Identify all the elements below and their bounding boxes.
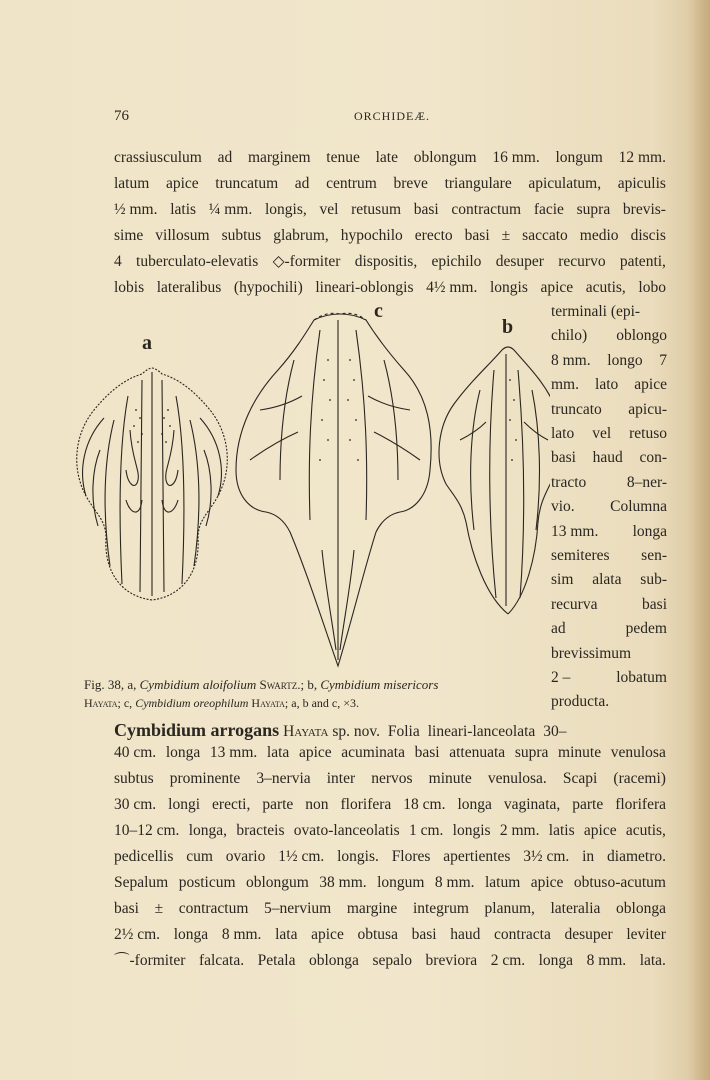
word: basi [464,227,490,244]
word: lata [266,744,290,761]
word: non [305,796,329,813]
side-lines-line [551,520,667,544]
caption-fig-label: Fig. 38, [84,677,125,692]
word: 8 mm. [221,926,262,943]
word: sim [551,571,574,589]
word: cum [186,848,213,865]
word: 40 cm. [114,744,157,761]
word: apice [311,926,344,943]
word: basi [414,744,440,761]
word: longa [173,926,209,943]
word: oblongo [616,327,667,345]
word: longis [452,822,491,839]
word: integrum [412,900,469,917]
side-lines-line [551,349,667,373]
word: parte [262,796,294,813]
word: Scapi [562,770,598,787]
word: obtuso-acutum [573,874,666,891]
word: medio [579,227,619,244]
word: 2 mm. [499,822,540,839]
word: discis [630,227,666,244]
side-lines-line [551,300,667,324]
drawing-c [236,313,431,666]
word: retuso [629,425,667,442]
word: Folia [387,723,420,740]
word: apiculis [617,175,666,192]
side-lines-line [551,617,667,641]
caption-b-marker: b, [307,677,318,692]
word: 8 mm. [551,351,591,369]
figure-caption-line-1 [84,676,544,694]
word: minute [428,770,472,787]
word: margine [346,900,398,917]
side-lines-line [551,373,667,397]
word: 8 mm. [434,874,475,891]
word: ad [551,620,566,638]
word: centrum [326,175,377,192]
page-number: 76 [114,108,129,124]
word: supra [576,201,611,218]
word: apice [540,279,574,296]
word: (racemi) [613,770,666,787]
species-first-line-words [388,723,575,740]
orchid-lip-drawings [70,300,550,672]
word: saccato [522,227,568,244]
word: leviter [626,926,666,943]
word: apice [165,175,199,192]
word: (hypochili) [233,279,303,296]
figure-label-b: b [502,316,514,338]
figure-38 [70,300,550,672]
word: haud [592,449,623,467]
word: late [375,149,398,166]
word: vel [319,201,339,218]
word: mm. [551,376,579,394]
word: lobis [114,279,145,296]
word: apice [298,744,332,761]
page-edge-shadow [688,0,710,1080]
word: 2 – [551,669,571,686]
side-lines-line [551,495,667,519]
word: glabrum, [273,227,329,244]
word: erecto [414,227,453,244]
word: sime [114,227,144,244]
word: latum [484,874,521,891]
word: 13 mm. [209,744,258,761]
side-lines-line [551,642,667,666]
word: 16 mm. [492,149,540,166]
bottom-lines-line [114,896,666,922]
word: epichilo [431,253,482,270]
word: hypochilo [340,227,403,244]
word: latis [548,822,575,839]
stipple-marks [133,359,517,461]
word: basi [411,926,437,943]
word: ovario [225,848,266,865]
word: attenuata [449,744,506,761]
word: longa [457,796,492,813]
species-status: sp. nov. [332,723,380,740]
word: tuberculato-elevatis [136,253,259,270]
word: basi [551,449,576,467]
word: bracteis [236,822,285,839]
word: pedem [625,620,667,638]
word: truncato [551,400,602,418]
word: oblonga [309,952,359,969]
word: parte [572,796,604,813]
word: 8 mm. [586,952,627,969]
word: nervos [371,770,413,787]
drawing-b [439,347,550,614]
word: ovato-lanceolatis [293,822,400,839]
word: vaginata, [503,796,561,813]
word: chilo) [551,327,588,345]
side-lines-line [551,422,667,446]
word: facie [533,201,564,218]
word: triangulare [444,175,512,192]
caption-a-species: Cymbidium aloifolium [139,677,257,692]
word: florifera [615,796,666,813]
top-lines-line [114,275,666,301]
bottom-lines-line [114,870,666,896]
word: ad [217,149,233,166]
caption-c-author: Hayata [251,696,285,710]
word: obtusa [357,926,398,943]
side-lines-line [551,324,667,348]
word: lobo [638,279,666,296]
word: 1 cm. [408,822,444,839]
word: terminali (epi- [551,303,641,320]
word: ½ mm. [114,201,158,218]
word: 30 cm. [114,796,157,813]
word: longis. [337,848,379,865]
word: oblonga [616,900,666,917]
word: longa [632,522,667,540]
bottom-lines-line [114,740,666,766]
word: 3–nervia [256,770,311,787]
word: marginem [247,149,311,166]
word: supra [514,744,549,761]
word: Flores [391,848,431,865]
figure-label-a: a [142,332,152,354]
word: tracto [551,473,587,491]
word: inter [326,770,356,787]
word: brevis- [622,201,666,218]
word: diametro. [607,848,666,865]
word: apiculatum, [528,175,602,192]
word: longis [489,279,528,296]
word: sub- [640,571,667,589]
side-lines-line [551,568,667,592]
word: lato [551,425,575,442]
top-lines-line [114,223,666,249]
word: contractum [451,201,522,218]
word: 2½ cm. [114,926,161,943]
word: minute [558,744,602,761]
drawing-a [77,368,228,600]
word: subtus [221,227,262,244]
word: oblongum [245,874,309,891]
word: brevissimum [551,644,632,662]
word: haud [450,926,481,943]
side-lines-line [551,593,667,617]
word: 18 cm. [403,796,446,813]
word: contracta [494,926,551,943]
bottom-lines-line [114,948,666,974]
word: latis [170,201,197,218]
word: 4 [114,253,122,270]
top-lines-line [114,249,666,275]
word: lineari-lanceolata [427,723,536,740]
word: 2 cm. [490,952,526,969]
word: planum, [484,900,535,917]
word: producta. [551,693,610,711]
top-lines-line [114,145,666,171]
word: ± [501,227,511,244]
top-lines-line [114,197,666,223]
word: longum [555,149,603,166]
word: villosum [155,227,210,244]
caption-c-marker: ; c, [117,696,133,710]
word: basi [114,900,139,917]
word: acuminata [341,744,405,761]
side-lines-line [551,446,667,470]
word: 13 mm. [551,522,599,540]
word: sepalo [372,952,413,969]
word: florifera [340,796,392,813]
species-name: Cymbidium arrogans [114,720,280,740]
word: ¼ mm. [208,201,253,218]
word: latum [114,175,150,192]
word: lata. [639,952,666,969]
section-title: ORCHIDEÆ. [353,109,430,123]
word: acutis, [585,279,626,296]
word: Sepalum [114,874,169,891]
word: venulosa [610,744,666,761]
word: venulosa. [487,770,547,787]
bottom-lines-line [114,818,666,844]
word: vel [592,425,612,442]
word: erecti, [212,796,251,813]
word: tenue [326,149,360,166]
word: 30– [543,723,567,740]
word: 8–ner- [626,473,667,491]
word: longo [607,351,643,369]
word: subtus [114,770,154,787]
word: oblongum [413,149,477,166]
word: lobatum [616,669,667,686]
word: apice [530,874,564,891]
bottom-lines-line [114,922,666,948]
word: pedicellis [114,848,174,865]
word: 12 mm. [618,149,666,166]
caption-a-author: Swartz.; [259,677,305,692]
caption-c-species: Cymbidium oreophilum [135,696,249,710]
word: longa, [188,822,228,839]
word: 4½ mm. [426,279,478,296]
word: breve [393,175,428,192]
word: lato [595,376,619,394]
word: patenti, [619,253,666,270]
word: longis, [264,201,307,218]
word: alata [592,571,622,589]
bottom-lines-line [114,792,666,818]
word: dispositis, [354,253,418,270]
word: 10–12 cm. [114,822,180,839]
word: sen- [641,547,667,564]
word: 38 mm. [319,874,367,891]
word: lata [275,926,298,943]
word: Petala [257,952,296,969]
word: truncatum [215,175,279,192]
word: 1½ cm. [278,848,325,865]
word: 3½ cm. [523,848,570,865]
figure-label-c: c [374,300,383,322]
word: ◇-formiter [272,253,341,270]
word: contractum [178,900,249,917]
bottom-lines-line [114,766,666,792]
word: lateralia [550,900,601,917]
word: falcata. [198,952,245,969]
word: apertientes [443,848,511,865]
caption-magnification: ; a, b and c, ×3. [284,696,360,710]
word: semiteres [551,547,610,564]
word: retusum [351,201,402,218]
word: lineari-oblongis [315,279,414,296]
word: apicu- [628,400,667,418]
word: Columna [610,498,667,516]
word: longi [168,796,201,813]
word: recurvo [558,253,606,270]
word: apice [634,376,667,394]
word: desuper [564,926,613,943]
word: crassiusculum [114,149,202,166]
word: prominente [169,770,241,787]
word: ad [294,175,310,192]
word: in [582,848,595,865]
running-head [114,108,670,128]
side-lines-line [551,471,667,495]
caption-b-species: Cymbidium misericors [320,677,439,692]
word: longum [377,874,425,891]
caption-a-marker: a, [127,677,137,692]
species-author: Hayata [283,723,329,740]
word: ± [154,900,164,917]
word: vio. [551,498,575,516]
top-lines-line [114,171,666,197]
word: recurva [551,595,598,613]
bottom-lines-line [114,844,666,870]
figure-caption-line-2 [84,694,544,712]
word: longa [165,744,201,761]
word: ⌒-formiter [114,952,186,969]
word: posticum [178,874,236,891]
word: basi [413,201,439,218]
side-lines-line [551,398,667,422]
word: 7 [659,351,667,369]
caption-b-author: Hayata [84,696,118,710]
side-lines-line [551,690,667,714]
word: basi [642,595,667,613]
side-lines-line [551,544,667,568]
word: con- [639,449,667,467]
word: lateralibus [156,279,222,296]
word: desuper [495,253,544,270]
side-lines-line [551,666,667,690]
word: acutis, [625,822,666,839]
word: breviora [425,952,478,969]
word: longa [538,952,574,969]
word: apice [583,822,617,839]
word: 5–nervium [264,900,332,917]
